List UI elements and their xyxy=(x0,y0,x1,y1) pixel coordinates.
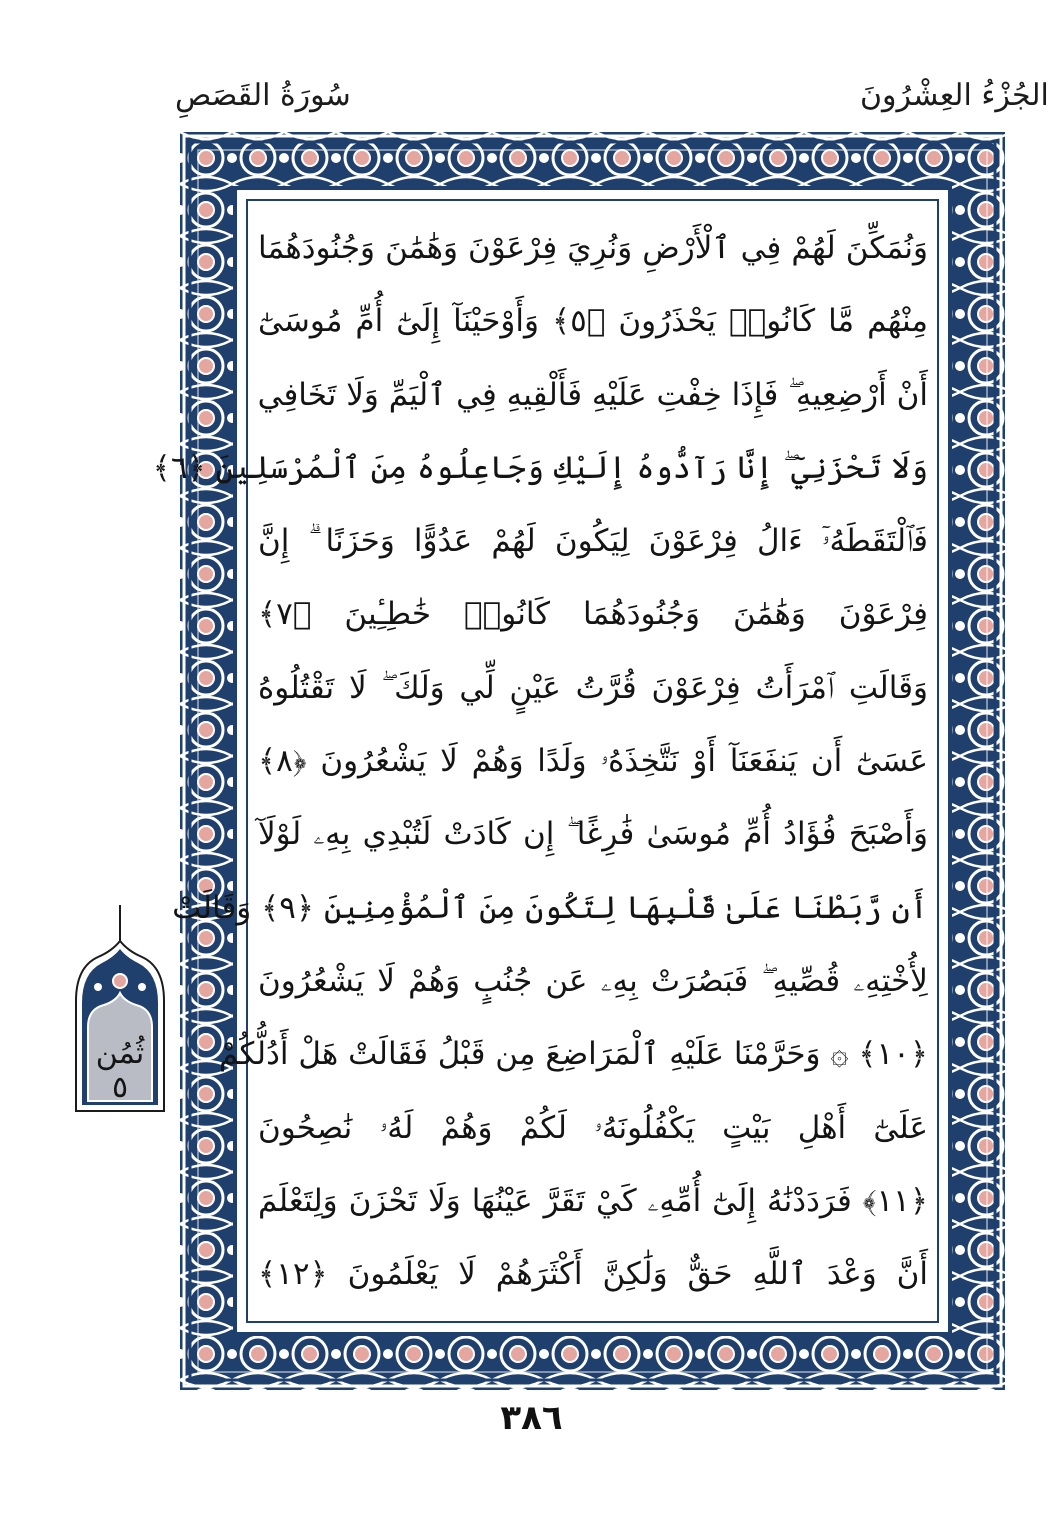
text-line-15: أَنَّ وَعْدَ ٱللَّهِ حَقٌّ وَلَٰكِنَّ أَكْثَرَهُمْ لَا يَعْلَمُونَ ﴿١٢﴾ xyxy=(258,1256,928,1293)
page-number: ٣٨٦ xyxy=(500,1398,563,1438)
text-line-1: وَنُمَكِّنَ لَهُمْ فِي ٱلْأَرْضِ وَنُرِيَ فِرْعَوْنَ وَهَٰمَٰنَ وَجُنُودَهُمَا xyxy=(258,230,928,266)
text-line-8: عَسَىٰٓ أَن يَنفَعَنَآ أَوْ نَتَّخِذَهُۥ وَلَدًا وَهُمْ لَا يَشْعُرُونَ ﴿٨﴾ xyxy=(258,743,928,780)
text-line-7: وَقَالَتِ ٱمْرَأَتُ فِرْعَوْنَ قُرَّتُ عَيْنٍ لِّي وَلَكَ ۖ لَا تَقْتُلُوهُ xyxy=(258,669,928,706)
surah-header: سُورَةُ القَصَصِ xyxy=(175,78,351,113)
quran-text-block xyxy=(152,212,928,1312)
text-line-2: مِنْهُم مَّا كَانُوا۟ يَحْذَرُونَ ﴿٥﴾ وَأَوْحَيْنَآ إِلَىٰٓ أُمِّ مُوسَىٰٓ xyxy=(258,303,928,340)
text-line-10: أَن رَّبَطْنَا عَلَىٰ قَلْبِهَا لِتَكُونَ مِنَ ٱلْمُؤْمِنِينَ ﴿٩﴾ وَقَالَتْ xyxy=(172,889,928,926)
text-line-5: فَٱلْتَقَطَهُۥٓ ءَالُ فِرْعَوْنَ لِيَكُونَ لَهُمْ عَدُوًّا وَحَزَنًا ۗ إِنَّ xyxy=(258,523,928,560)
text-line-4: وَلَا تَحْزَنِيٓ ۖ إِنَّا رَآدُّوهُ إِلَيْكِ وَجَاعِلُوهُ مِنَ ٱلْمُرْسَلِينَ ﴿٦﴾ xyxy=(152,449,928,486)
text-line-13: عَلَىٰٓ أَهْلِ بَيْتٍ يَكْفُلُونَهُۥ لَكُمْ وَهُمْ لَهُۥ نَٰصِحُونَ xyxy=(258,1109,928,1146)
text-line-12: ﴿١٠﴾ ۞ وَحَرَّمْنَا عَلَيْهِ ٱلْمَرَاضِعَ مِن قَبْلُ فَقَالَتْ هَلْ أَدُلُّكُمْ xyxy=(218,1036,928,1073)
text-line-14: ﴿١١﴾ فَرَدَدْنَٰهُ إِلَىٰٓ أُمِّهِۦ كَيْ تَقَرَّ عَيْنُهَا وَلَا تَحْزَنَ وَلِتَعْلَمَ xyxy=(258,1182,928,1219)
text-line-11: لِأُخْتِهِۦ قُصِّيهِ ۖ فَبَصُرَتْ بِهِۦ عَن جُنُبٍ وَهُمْ لَا يَشْعُرُونَ xyxy=(258,962,928,999)
thumun-number: ٥ xyxy=(111,1070,129,1105)
text-line-9: وَأَصْبَحَ فُؤَادُ أُمِّ مُوسَىٰ فَٰرِغًا ۖ إِن كَادَتْ لَتُبْدِي بِهِۦ لَوْلَآ xyxy=(258,816,928,853)
text-line-3: أَنْ أَرْضِعِيهِ ۖ فَإِذَا خِفْتِ عَلَيْهِ فَأَلْقِيهِ فِي ٱلْيَمِّ وَلَا تَخَافِي xyxy=(257,376,928,413)
thumun-label xyxy=(68,1037,172,1105)
juz-header: الجُزْءُ العِشْرُونَ xyxy=(860,78,1049,113)
text-line-6: فِرْعَوْنَ وَهَٰمَٰنَ وَجُنُودَهُمَا كَانُوا۟ خَٰطِـِٔينَ ﴿٧﴾ xyxy=(258,596,928,633)
thumun-word: ثُمُن xyxy=(95,1036,145,1071)
